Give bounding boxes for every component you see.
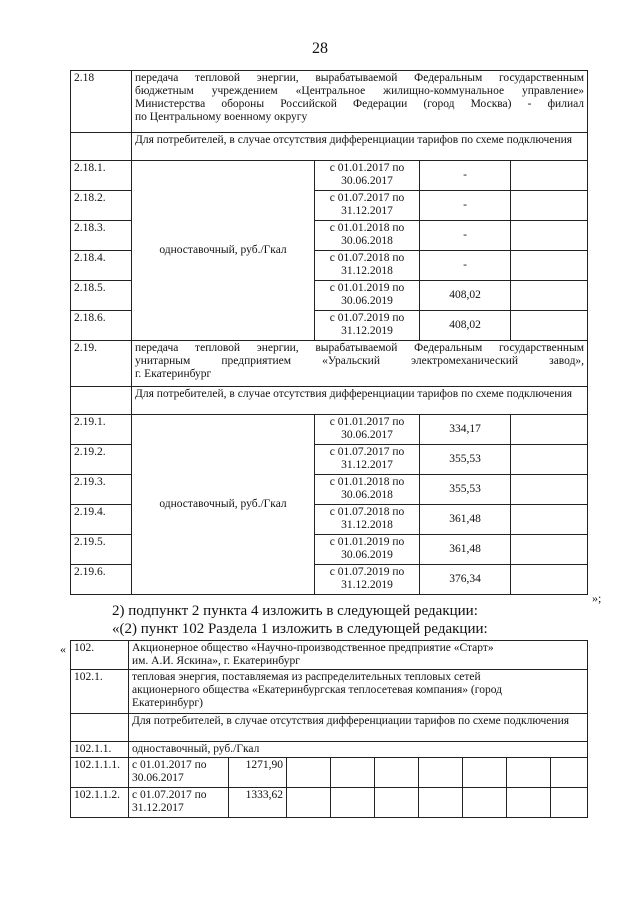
row-number: 102. bbox=[71, 641, 129, 670]
period: с 01.07.2017 по 31.12.2017 bbox=[315, 191, 420, 221]
row-number: 102.1.1.1. bbox=[71, 758, 129, 788]
paragraph-point: «(2) пункт 102 Раздела 1 изложить в следующей редакции: bbox=[112, 621, 488, 637]
tariff-value: 361,48 bbox=[420, 535, 511, 565]
row-number: 102.1. bbox=[71, 670, 129, 714]
row-number: 2.19. bbox=[71, 341, 132, 387]
period: с 01.01.2019 по 30.06.2019 bbox=[315, 281, 420, 311]
opening-quote: « bbox=[60, 642, 66, 656]
row-number: 2.19.2. bbox=[71, 445, 132, 475]
tariff-value: 355,53 bbox=[420, 475, 511, 505]
period: с 01.01.2018 по 30.06.2018 bbox=[315, 475, 420, 505]
period: с 01.07.2017 по 31.12.2017 bbox=[129, 788, 229, 818]
row-number: 2.18.4. bbox=[71, 251, 132, 281]
service-description: тепловая энергия, поставляемая из распределительных тепловых сетей акционерного общества «Екатеринбургская теплосетевая компания» (город Екатеринбург) bbox=[129, 670, 588, 714]
row-number: 2.19.1. bbox=[71, 415, 132, 445]
row-number: 102.1.1. bbox=[71, 742, 129, 758]
tariff-value: 1333,62 bbox=[229, 788, 287, 818]
row-number: 2.18.1. bbox=[71, 161, 132, 191]
tariff-value: 1271,90 bbox=[229, 758, 287, 788]
tariff-table-2 bbox=[70, 640, 588, 818]
row-number: 2.19.5. bbox=[71, 535, 132, 565]
row-number: 2.19.3. bbox=[71, 475, 132, 505]
row-number: 2.18.5. bbox=[71, 281, 132, 311]
period: с 01.01.2019 по 30.06.2019 bbox=[315, 535, 420, 565]
closing-quote: »; bbox=[592, 591, 602, 605]
row-number: 2.19.4. bbox=[71, 505, 132, 535]
tariff-type: одноставочный, руб./Гкал bbox=[132, 161, 315, 341]
organization-name: Акционерное общество «Научно-производственное предприятие «Старт» им. А.И. Яскина», г. Екатеринбург bbox=[129, 641, 588, 670]
period: с 01.07.2018 по 31.12.2018 bbox=[315, 251, 420, 281]
row-number: 2.18.3. bbox=[71, 221, 132, 251]
period: с 01.01.2017 по 30.06.2017 bbox=[315, 415, 420, 445]
period: с 01.07.2018 по 31.12.2018 bbox=[315, 505, 420, 535]
page-number: 28 bbox=[312, 40, 328, 57]
row-number: 102.1.1.2. bbox=[71, 788, 129, 818]
tariff-type: одноставочный, руб./Гкал bbox=[129, 742, 588, 758]
tariff-value: 361,48 bbox=[420, 505, 511, 535]
period: с 01.07.2019 по 31.12.2019 bbox=[315, 565, 420, 595]
period: с 01.07.2017 по 31.12.2017 bbox=[315, 445, 420, 475]
period: с 01.01.2017 по 30.06.2017 bbox=[315, 161, 420, 191]
row-number: 2.18.2. bbox=[71, 191, 132, 221]
tariff-value: 355,53 bbox=[420, 445, 511, 475]
tariff-table-1 bbox=[70, 70, 588, 595]
period: с 01.01.2017 по 30.06.2017 bbox=[129, 758, 229, 788]
section-description: передача тепловой энергии, вырабатываемой Федеральным государственным унитарным предприятием «Уральский электромеханический завод», г. Екатеринбург bbox=[132, 341, 588, 387]
consumer-note: Для потребителей, в случае отсутствия дифференциации тарифов по схеме подключения bbox=[129, 714, 588, 742]
tariff-type: одноставочный, руб./Гкал bbox=[132, 415, 315, 595]
tariff-value: - bbox=[420, 221, 511, 251]
tariff-value: - bbox=[420, 191, 511, 221]
row-number: 2.18.6. bbox=[71, 311, 132, 341]
consumer-note: Для потребителей, в случае отсутствия дифференциации тарифов по схеме подключения bbox=[132, 133, 588, 161]
row-number: 2.19.6. bbox=[71, 565, 132, 595]
consumer-note: Для потребителей, в случае отсутствия дифференциации тарифов по схеме подключения bbox=[132, 387, 588, 415]
tariff-value: 334,17 bbox=[420, 415, 511, 445]
tariff-value: 408,02 bbox=[420, 311, 511, 341]
tariff-value: - bbox=[420, 251, 511, 281]
period: с 01.01.2018 по 30.06.2018 bbox=[315, 221, 420, 251]
period: с 01.07.2019 по 31.12.2019 bbox=[315, 311, 420, 341]
section-description: передача тепловой энергии, вырабатываемой Федеральным государственным бюджетным учреждением «Центральное жилищно-коммунальное управление» Министерства обороны Российской Федерации (город Москва) - филиал по Центральному военному округу bbox=[132, 71, 588, 133]
tariff-value: - bbox=[420, 161, 511, 191]
tariff-value: 408,02 bbox=[420, 281, 511, 311]
paragraph-subpoint: 2) подпункт 2 пункта 4 изложить в следующей редакции: bbox=[112, 603, 478, 619]
tariff-value: 376,34 bbox=[420, 565, 511, 595]
row-number: 2.18 bbox=[71, 71, 132, 133]
